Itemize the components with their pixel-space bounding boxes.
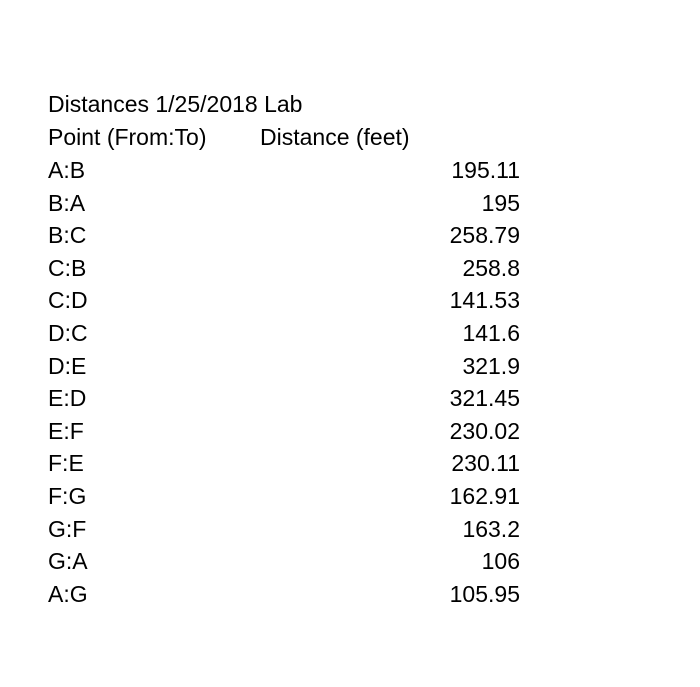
table-row (48, 350, 528, 383)
point-cell: F:G (48, 482, 87, 509)
distance-cell: 162.91 (449, 482, 520, 509)
point-cell: E:D (48, 385, 87, 412)
column-header-point: Point (From:To) (48, 124, 207, 150)
distance-cell: 195.11 (451, 157, 520, 183)
table-row (48, 480, 528, 513)
distance-cell: 163.2 (462, 515, 520, 542)
point-cell: A:B (48, 157, 86, 183)
distance-cell: 195 (481, 189, 520, 216)
point-cell: E:F (48, 417, 84, 444)
table-row (48, 382, 528, 415)
table-row (48, 415, 528, 448)
distance-cell: 106 (481, 548, 520, 575)
distance-cell: 230.02 (449, 417, 520, 444)
distance-cell: 258.79 (449, 222, 520, 249)
table-body (48, 154, 528, 610)
point-cell: B:A (48, 189, 86, 216)
table-row (48, 447, 528, 480)
table-title: Distances 1/25/2018 Lab (48, 91, 303, 117)
table-row (48, 317, 528, 350)
table-row (48, 252, 528, 285)
point-cell: C:D (48, 287, 88, 314)
point-cell: A:G (48, 580, 88, 607)
distance-cell: 141.6 (462, 319, 520, 346)
table-row (48, 513, 528, 546)
point-cell: B:C (48, 222, 87, 249)
point-cell: G:F (48, 515, 87, 542)
distance-cell: 141.53 (449, 287, 520, 314)
point-cell: D:E (48, 352, 87, 379)
table-row (48, 284, 528, 317)
distance-cell: 105.95 (449, 580, 520, 607)
distance-cell: 321.9 (462, 352, 520, 379)
distance-cell: 321.45 (449, 385, 520, 412)
column-header-distance: Distance (feet) (260, 124, 410, 150)
point-cell: F:E (48, 450, 84, 477)
table-row (48, 578, 528, 611)
table-header (48, 121, 528, 154)
table-row (48, 545, 528, 578)
table-row (48, 219, 528, 252)
point-cell: D:C (48, 319, 88, 346)
table-row (48, 154, 528, 187)
table-row (48, 187, 528, 220)
point-cell: C:B (48, 254, 87, 281)
point-cell: G:A (48, 548, 88, 575)
distance-table (48, 88, 528, 610)
distance-cell: 258.8 (462, 254, 520, 281)
distance-cell: 230.11 (451, 450, 520, 477)
